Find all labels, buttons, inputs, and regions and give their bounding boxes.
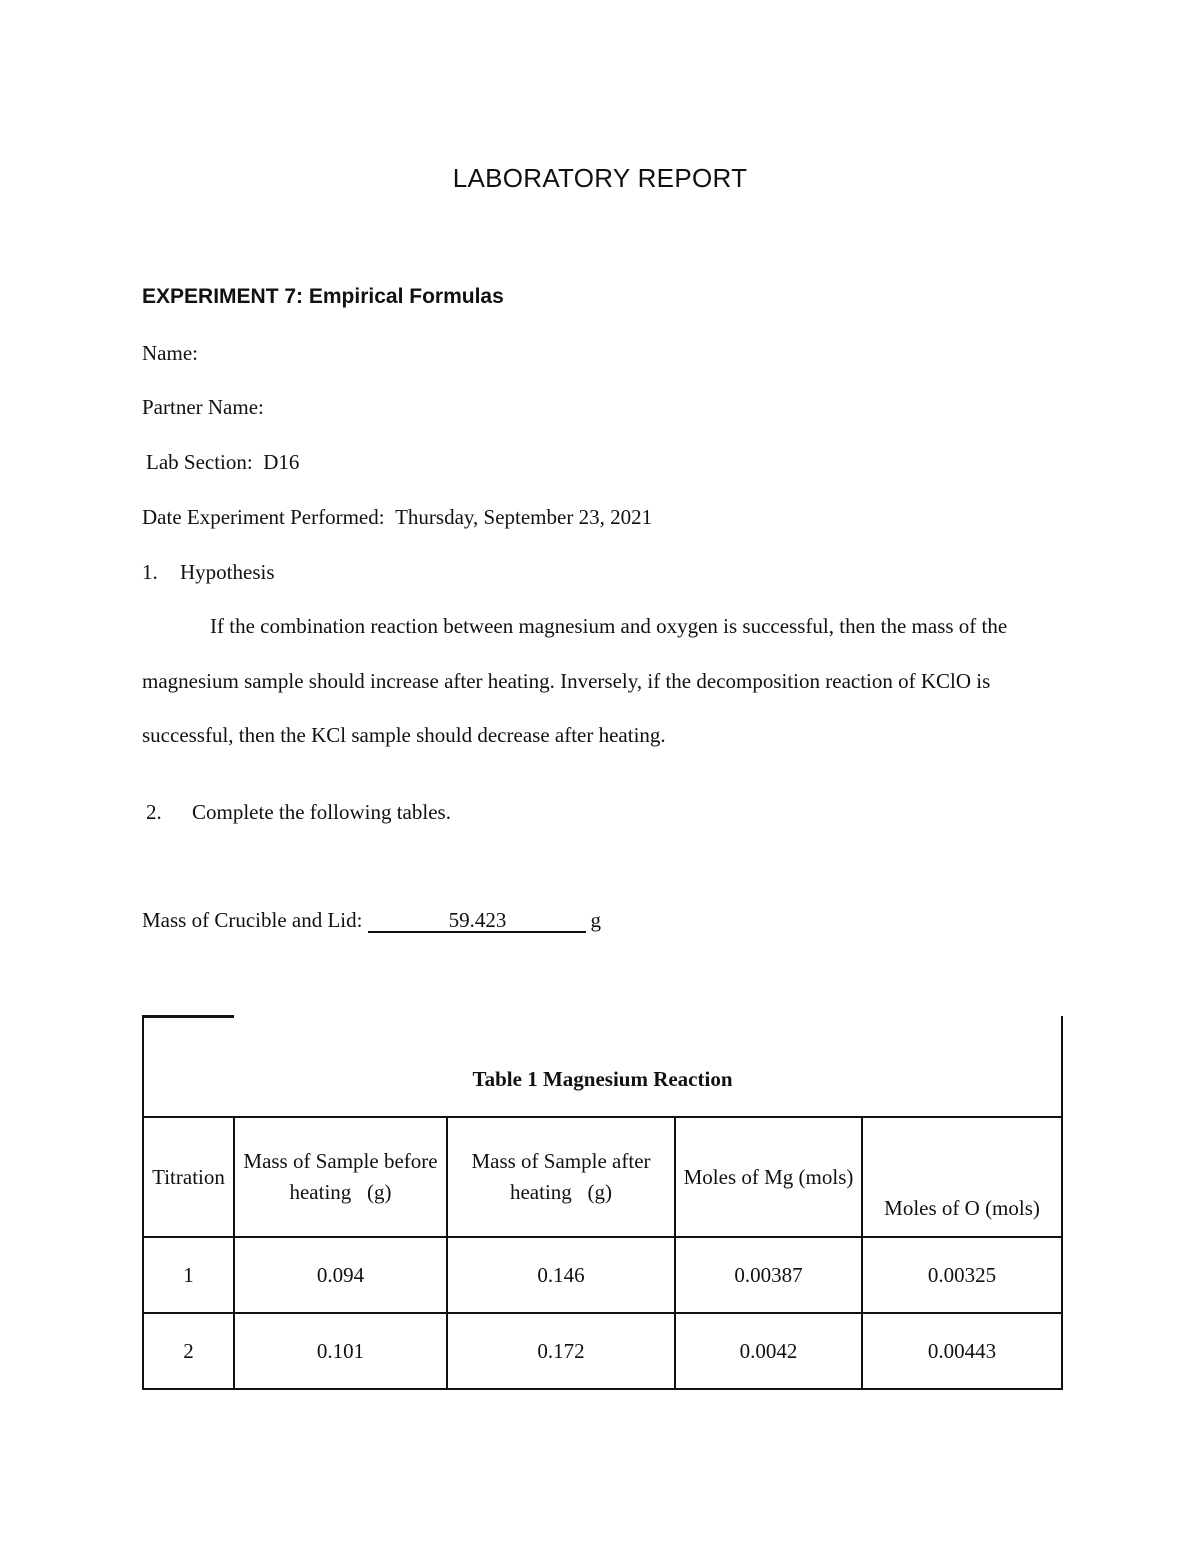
- partner-label: Partner Name:: [142, 395, 264, 419]
- experiment-title: EXPERIMENT 7: Empirical Formulas: [142, 285, 504, 308]
- cell-moles-mg: 0.0042: [675, 1313, 862, 1389]
- table-caption-row: [143, 1016, 1062, 1117]
- header-mass-after: Mass of Sample after heating (g): [447, 1117, 675, 1237]
- cell-moles-mg: 0.00387: [675, 1237, 862, 1313]
- table-row: [143, 1313, 1062, 1389]
- date-value: Thursday, September 23, 2021: [395, 505, 653, 529]
- table-header-row: [143, 1117, 1062, 1237]
- cell-mass-after: 0.172: [447, 1313, 675, 1389]
- cell-titration: 2: [143, 1313, 234, 1389]
- header-titration: Titration: [143, 1117, 234, 1237]
- name-label: Name:: [142, 341, 198, 365]
- header-moles-o: Moles of O (mols): [862, 1117, 1062, 1237]
- lab-section-line: [142, 450, 299, 475]
- table-caption: Table 1 Magnesium Reaction: [143, 1016, 1062, 1117]
- section2-number: 2.: [146, 800, 162, 824]
- table-row: [143, 1237, 1062, 1313]
- cell-moles-o: 0.00325: [862, 1237, 1062, 1313]
- date-line: [142, 505, 652, 530]
- section1-heading: [142, 560, 275, 585]
- cell-mass-before: 0.101: [234, 1313, 447, 1389]
- report-title: LABORATORY REPORT: [452, 163, 748, 193]
- crucible-unit: g: [590, 908, 601, 932]
- name-line: [142, 341, 198, 366]
- section2-title: Complete the following tables.: [192, 800, 451, 824]
- section2-heading: [142, 800, 451, 825]
- cell-mass-after: 0.146: [447, 1237, 675, 1313]
- magnesium-reaction-table: [142, 1016, 1063, 1390]
- header-mass-before: Mass of Sample before heating (g): [234, 1117, 447, 1237]
- crucible-line: [142, 908, 601, 933]
- partner-line: [142, 395, 264, 420]
- cell-titration: 1: [143, 1237, 234, 1313]
- cell-moles-o: 0.00443: [862, 1313, 1062, 1389]
- header-moles-mg: Moles of Mg (mols): [675, 1117, 862, 1237]
- section1-number: 1.: [142, 560, 158, 584]
- cell-mass-before: 0.094: [234, 1237, 447, 1313]
- crucible-value: 59.423: [368, 909, 586, 933]
- lab-section-value: D16: [263, 450, 300, 474]
- crucible-label: Mass of Crucible and Lid:: [142, 908, 363, 932]
- lab-section-label: Lab Section:: [146, 450, 253, 474]
- date-label: Date Experiment Performed:: [142, 505, 385, 529]
- section1-title: Hypothesis: [180, 560, 275, 584]
- hypothesis-paragraph: If the combination reaction between magnesium and oxygen is successful, then the mass of the magnesium sample should increase after heating. Inversely, if the decomposition reaction of KClO is successful, then the KCl sample should decrease after heating.: [142, 614, 1008, 747]
